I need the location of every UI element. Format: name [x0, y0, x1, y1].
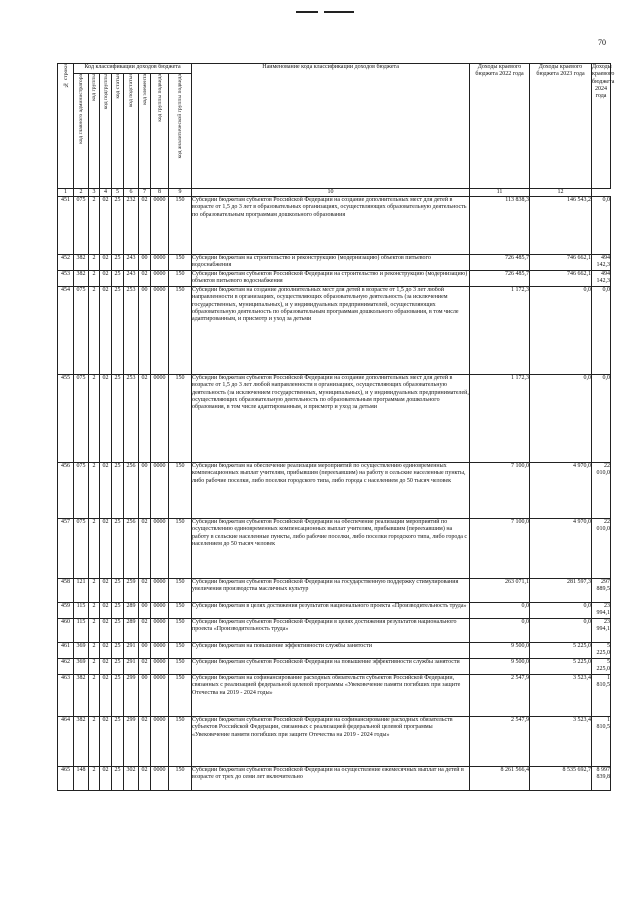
code-cell: 25	[112, 287, 124, 375]
name-cell: Субсидии бюджетам на строительство и реконструкцию (модернизацию) объектов питьевого водоснабжения	[192, 255, 470, 271]
table-row	[58, 271, 611, 287]
code-cell: 02	[139, 619, 151, 643]
code-cell: 2	[89, 643, 100, 659]
code-cell: 0000	[151, 287, 169, 375]
code-column-header: код статьи	[112, 74, 124, 189]
column-number: 7	[139, 189, 151, 197]
code-cell: 0000	[151, 717, 169, 767]
amount-2022-cell: 0,0	[470, 619, 530, 643]
name-cell: Субсидии бюджетам в целях достижения результатов национального проекта «Производительность труда»	[192, 603, 470, 619]
table-row	[58, 579, 611, 603]
code-cell: 150	[169, 619, 192, 643]
code-cell: 0000	[151, 643, 169, 659]
code-cell: 02	[139, 519, 151, 579]
code-cell: 02	[100, 643, 112, 659]
code-cell: 02	[100, 463, 112, 519]
row-number-cell: 458	[58, 579, 74, 603]
code-cell: 2	[89, 579, 100, 603]
amount-2022-cell: 1 172,3	[470, 287, 530, 375]
code-cell: 075	[74, 287, 89, 375]
code-cell: 2	[89, 603, 100, 619]
top-scan-marks	[296, 0, 366, 2]
table-row	[58, 767, 611, 791]
table-row	[58, 717, 611, 767]
code-cell: 2	[89, 675, 100, 717]
row-number-cell: 459	[58, 603, 74, 619]
amount-2022-cell: 726 485,7	[470, 255, 530, 271]
name-cell: Субсидии бюджетам субъектов Российской Федерации на государственную поддержку стимулирования увеличения производства масличных культур	[192, 579, 470, 603]
code-cell: 150	[169, 579, 192, 603]
code-cell: 00	[139, 463, 151, 519]
amount-2022-cell: 2 547,9	[470, 717, 530, 767]
amount-2024-cell: 0,0	[592, 197, 611, 255]
code-cell: 02	[139, 659, 151, 675]
code-cell: 150	[169, 197, 192, 255]
name-cell: Субсидии бюджетам субъектов Российской Федерации на создание дополнительных мест для детей в возрасте от 1,5 до 3 лет любой направленности в организациях, осуществляющих образовательную деятельность (за исключением государственных, муниципальных), и у индивидуальных предпринимателей, осуществляющих образовательную деятельность по образовательным программам дошкольного образования, в том числе адаптированным, и присмотр и уход за детьми	[192, 375, 470, 463]
code-cell: 25	[112, 643, 124, 659]
name-cell: Субсидии бюджетам субъектов Российской Федерации в целях достижения результатов национального проекта «Производительность труда»	[192, 619, 470, 643]
code-cell: 075	[74, 197, 89, 255]
amount-2023-cell: 3 523,4	[530, 717, 592, 767]
code-cell: 291	[124, 643, 139, 659]
column-number: 8	[151, 189, 169, 197]
name-cell: Субсидии бюджетам на обеспечение реализации мероприятий по осуществлению единовременных компенсационных выплат учителям, прибывшим (переехавшим) на работу в сельские населенные пункты, либо рабочие поселки, либо поселки городского типа, либо города с населением до 50 тысяч человек	[192, 463, 470, 519]
amount-2024-cell: 1 810,5	[592, 717, 611, 767]
code-cell: 02	[100, 579, 112, 603]
amount-2022-cell: 2 547,9	[470, 675, 530, 717]
code-cell: 00	[139, 643, 151, 659]
column-number: 12	[530, 189, 592, 197]
code-cell: 150	[169, 675, 192, 717]
row-number-cell: 454	[58, 287, 74, 375]
amount-2023-cell: 5 225,0	[530, 659, 592, 675]
code-cell: 0000	[151, 375, 169, 463]
column-number: 10	[192, 189, 470, 197]
code-cell: 382	[74, 255, 89, 271]
code-column-header: код аналитической группы подвида	[169, 74, 192, 189]
code-cell: 299	[124, 717, 139, 767]
amount-2023-cell: 3 523,4	[530, 675, 592, 717]
code-cell: 150	[169, 271, 192, 287]
code-cell: 25	[112, 375, 124, 463]
column-number: 3	[89, 189, 100, 197]
amount-2023-cell: 146 543,2	[530, 197, 592, 255]
name-cell: Субсидии бюджетам субъектов Российской Федерации на повышение эффективности службы занятости	[192, 659, 470, 675]
code-cell: 256	[124, 519, 139, 579]
code-cell: 369	[74, 643, 89, 659]
code-column-header: код элемента	[139, 74, 151, 189]
amount-2024-cell: 23 994,1	[592, 619, 611, 643]
table-row	[58, 463, 611, 519]
code-cell: 289	[124, 619, 139, 643]
amount-2024-header: Доходы краевого бюджета 2024 года	[592, 64, 611, 189]
amount-2023-cell: 0,0	[530, 287, 592, 375]
code-cell: 02	[100, 659, 112, 675]
code-cell: 25	[112, 659, 124, 675]
name-column-header: Наименование кода классификации доходов бюджета	[192, 64, 470, 189]
amount-2023-cell: 4 970,0	[530, 463, 592, 519]
amount-2023-header: Доходы краевого бюджета 2023 года	[530, 64, 592, 189]
code-cell: 00	[139, 255, 151, 271]
code-cell: 115	[74, 603, 89, 619]
table-row	[58, 375, 611, 463]
column-number-row	[58, 189, 611, 197]
code-cell: 2	[89, 767, 100, 791]
name-cell: Субсидии бюджетам субъектов Российской Федерации на осуществление ежемесячных выплат на детей в возрасте от трех до семи лет включительно	[192, 767, 470, 791]
code-cell: 299	[124, 675, 139, 717]
code-cell: 2	[89, 519, 100, 579]
code-cell: 25	[112, 675, 124, 717]
code-cell: 150	[169, 603, 192, 619]
code-cell: 02	[139, 579, 151, 603]
code-cell: 121	[74, 579, 89, 603]
table-row	[58, 643, 611, 659]
code-cell: 0000	[151, 659, 169, 675]
code-cell: 243	[124, 255, 139, 271]
code-cell: 0000	[151, 463, 169, 519]
amount-2023-cell: 746 662,1	[530, 255, 592, 271]
code-cell: 148	[74, 767, 89, 791]
amount-2024-cell: 494 142,3	[592, 271, 611, 287]
code-cell: 291	[124, 659, 139, 675]
amount-2023-cell: 4 970,0	[530, 519, 592, 579]
code-cell: 25	[112, 717, 124, 767]
code-cell: 02	[100, 197, 112, 255]
row-number-header: № строки	[58, 64, 74, 189]
code-cell: 382	[74, 717, 89, 767]
amount-2024-cell: 5 225,0	[592, 643, 611, 659]
row-number-cell: 461	[58, 643, 74, 659]
amount-2022-header: Доходы краевого бюджета 2022 года	[470, 64, 530, 189]
code-cell: 25	[112, 603, 124, 619]
code-cell: 25	[112, 197, 124, 255]
code-cell: 289	[124, 603, 139, 619]
row-number-cell: 455	[58, 375, 74, 463]
code-cell: 075	[74, 463, 89, 519]
amount-2024-cell: 0,0	[592, 375, 611, 463]
code-cell: 253	[124, 287, 139, 375]
name-cell: Субсидии бюджетам субъектов Российской Федерации на строительство и реконструкцию (модернизацию) объектов питьевого водоснабжения	[192, 271, 470, 287]
amount-2022-cell: 726 485,7	[470, 271, 530, 287]
code-cell: 0000	[151, 675, 169, 717]
amount-2024-cell: 494 142,3	[592, 255, 611, 271]
amount-2022-cell: 9 500,0	[470, 643, 530, 659]
code-cell: 02	[100, 271, 112, 287]
code-cell: 25	[112, 255, 124, 271]
row-number-cell: 464	[58, 717, 74, 767]
code-cell: 150	[169, 717, 192, 767]
amount-2022-cell: 8 261 566,4	[470, 767, 530, 791]
amount-2022-cell: 9 500,0	[470, 659, 530, 675]
row-number-cell: 462	[58, 659, 74, 675]
code-cell: 00	[139, 603, 151, 619]
amount-2024-cell: 1 810,5	[592, 675, 611, 717]
code-column-header: код подстатьи	[124, 74, 139, 189]
column-number: 6	[124, 189, 139, 197]
code-cell: 075	[74, 519, 89, 579]
code-cell: 02	[100, 519, 112, 579]
name-cell: Субсидии бюджетам субъектов Российской Федерации на софинансирование расходных обязательств субъектов Российской Федерации, связанных с реализацией федеральной целевой программы «Увековечение памяти погибших при защите Отечества на 2019 - 2024 годы»	[192, 717, 470, 767]
code-cell: 150	[169, 519, 192, 579]
table-row	[58, 255, 611, 271]
code-cell: 02	[100, 767, 112, 791]
code-cell: 150	[169, 767, 192, 791]
code-group-header: Код классификации доходов бюджета	[74, 64, 192, 74]
amount-2023-cell: 5 225,0	[530, 643, 592, 659]
code-cell: 256	[124, 463, 139, 519]
amount-2022-cell: 0,0	[470, 603, 530, 619]
amount-2024-cell: 22 010,0	[592, 463, 611, 519]
column-number: 4	[100, 189, 112, 197]
code-cell: 150	[169, 659, 192, 675]
code-cell: 2	[89, 463, 100, 519]
table-row	[58, 197, 611, 255]
code-cell: 232	[124, 197, 139, 255]
code-cell: 369	[74, 659, 89, 675]
code-cell: 0000	[151, 255, 169, 271]
row-number-cell: 457	[58, 519, 74, 579]
amount-2023-cell: 281 597,3	[530, 579, 592, 603]
code-cell: 0000	[151, 271, 169, 287]
code-cell: 302	[124, 767, 139, 791]
code-cell: 0000	[151, 579, 169, 603]
code-cell: 02	[100, 287, 112, 375]
code-cell: 02	[100, 375, 112, 463]
code-cell: 253	[124, 375, 139, 463]
row-number-cell: 452	[58, 255, 74, 271]
code-cell: 02	[139, 197, 151, 255]
table-row	[58, 659, 611, 675]
code-cell: 259	[124, 579, 139, 603]
amount-2024-cell: 8 997 839,8	[592, 767, 611, 791]
code-cell: 2	[89, 287, 100, 375]
code-column-header: код подгруппы	[100, 74, 112, 189]
name-cell: Субсидии бюджетам субъектов Российской Федерации на обеспечение реализации мероприятий по осуществлению единовременных компенсационных выплат учителям, прибывшим (переехавшим) на работу в сельские населенные пункты, либо рабочие поселки, либо поселки городского типа, либо города с населением до 50 тысяч человек	[192, 519, 470, 579]
code-cell: 382	[74, 675, 89, 717]
code-cell: 25	[112, 767, 124, 791]
amount-2022-cell: 7 100,0	[470, 463, 530, 519]
column-number: 2	[74, 189, 89, 197]
code-cell: 2	[89, 271, 100, 287]
column-number: 9	[169, 189, 192, 197]
code-cell: 02	[100, 717, 112, 767]
amount-2022-cell: 7 100,0	[470, 519, 530, 579]
code-cell: 02	[100, 603, 112, 619]
code-cell: 243	[124, 271, 139, 287]
name-cell: Субсидии бюджетам субъектов Российской Федерации на создание дополнительных мест для детей в возрасте от 1,5 до 3 лет в образовательных организациях, осуществляющих образовательную деятельность по образовательным программам дошкольного образования	[192, 197, 470, 255]
code-cell: 382	[74, 271, 89, 287]
revenue-classification-table	[57, 63, 615, 791]
code-cell: 25	[112, 463, 124, 519]
amount-2022-cell: 1 172,3	[470, 375, 530, 463]
code-cell: 25	[112, 519, 124, 579]
code-cell: 075	[74, 375, 89, 463]
table-body	[58, 197, 611, 791]
column-number: 1	[58, 189, 74, 197]
amount-2022-cell: 263 071,1	[470, 579, 530, 603]
code-cell: 2	[89, 659, 100, 675]
amount-2024-cell: 23 994,1	[592, 603, 611, 619]
table-row	[58, 519, 611, 579]
table-row	[58, 675, 611, 717]
name-cell: Субсидии бюджетам на повышение эффективности службы занятости	[192, 643, 470, 659]
code-cell: 25	[112, 619, 124, 643]
code-column-header: код группы подвида	[151, 74, 169, 189]
code-cell: 2	[89, 375, 100, 463]
row-number-cell: 463	[58, 675, 74, 717]
code-cell: 0000	[151, 519, 169, 579]
code-cell: 00	[139, 675, 151, 717]
table-row	[58, 603, 611, 619]
code-cell: 02	[139, 717, 151, 767]
row-number-cell: 451	[58, 197, 74, 255]
code-column-header: код главного администратора	[74, 74, 89, 189]
code-cell: 02	[139, 767, 151, 791]
amount-2022-cell: 113 838,3	[470, 197, 530, 255]
amount-2023-cell: 0,0	[530, 619, 592, 643]
code-cell: 150	[169, 375, 192, 463]
row-number-cell: 453	[58, 271, 74, 287]
row-number-cell: 465	[58, 767, 74, 791]
amount-2023-cell: 8 535 692,7	[530, 767, 592, 791]
column-number: 11	[470, 189, 530, 197]
code-cell: 0000	[151, 603, 169, 619]
code-cell: 02	[100, 675, 112, 717]
code-cell: 2	[89, 619, 100, 643]
code-cell: 25	[112, 579, 124, 603]
code-cell: 0000	[151, 619, 169, 643]
code-cell: 115	[74, 619, 89, 643]
code-column-header: код группы	[89, 74, 100, 189]
amount-2024-cell: 297 889,5	[592, 579, 611, 603]
column-number: 5	[112, 189, 124, 197]
name-cell: Субсидии бюджетам на софинансирование расходных обязательств субъектов Российской Федерации, связанных с реализацией федеральной целевой программы «Увековечение памяти погибших при защите Отечества на 2019 - 2024 годы»	[192, 675, 470, 717]
name-cell: Субсидии бюджетам на создание дополнительных мест для детей в возрасте от 1,5 до 3 лет любой направленности в организациях, осуществляющих образовательную деятельность (за исключением государственных, муниципальных), и у индивидуальных предпринимателей, осуществляющих образовательную деятельность по образовательным программам дошкольного образования, в том числе адаптированным, и присмотр и уход за детьми	[192, 287, 470, 375]
page-number: 70	[598, 38, 606, 47]
code-cell: 150	[169, 463, 192, 519]
code-cell: 02	[100, 619, 112, 643]
code-cell: 150	[169, 255, 192, 271]
code-cell: 2	[89, 717, 100, 767]
row-number-cell: 456	[58, 463, 74, 519]
code-cell: 02	[139, 375, 151, 463]
amount-2024-cell: 22 010,0	[592, 519, 611, 579]
code-cell: 0000	[151, 197, 169, 255]
amount-2023-cell: 0,0	[530, 375, 592, 463]
row-number-cell: 460	[58, 619, 74, 643]
amount-2023-cell: 0,0	[530, 603, 592, 619]
amount-2024-cell: 5 225,0	[592, 659, 611, 675]
amount-2024-cell: 0,0	[592, 287, 611, 375]
table-row	[58, 287, 611, 375]
code-cell: 00	[139, 287, 151, 375]
code-cell: 02	[100, 255, 112, 271]
amount-2023-cell: 746 662,1	[530, 271, 592, 287]
code-cell: 2	[89, 255, 100, 271]
code-cell: 02	[139, 271, 151, 287]
table-row	[58, 619, 611, 643]
code-cell: 2	[89, 197, 100, 255]
code-cell: 150	[169, 643, 192, 659]
code-cell: 150	[169, 287, 192, 375]
code-cell: 25	[112, 271, 124, 287]
code-cell: 0000	[151, 767, 169, 791]
